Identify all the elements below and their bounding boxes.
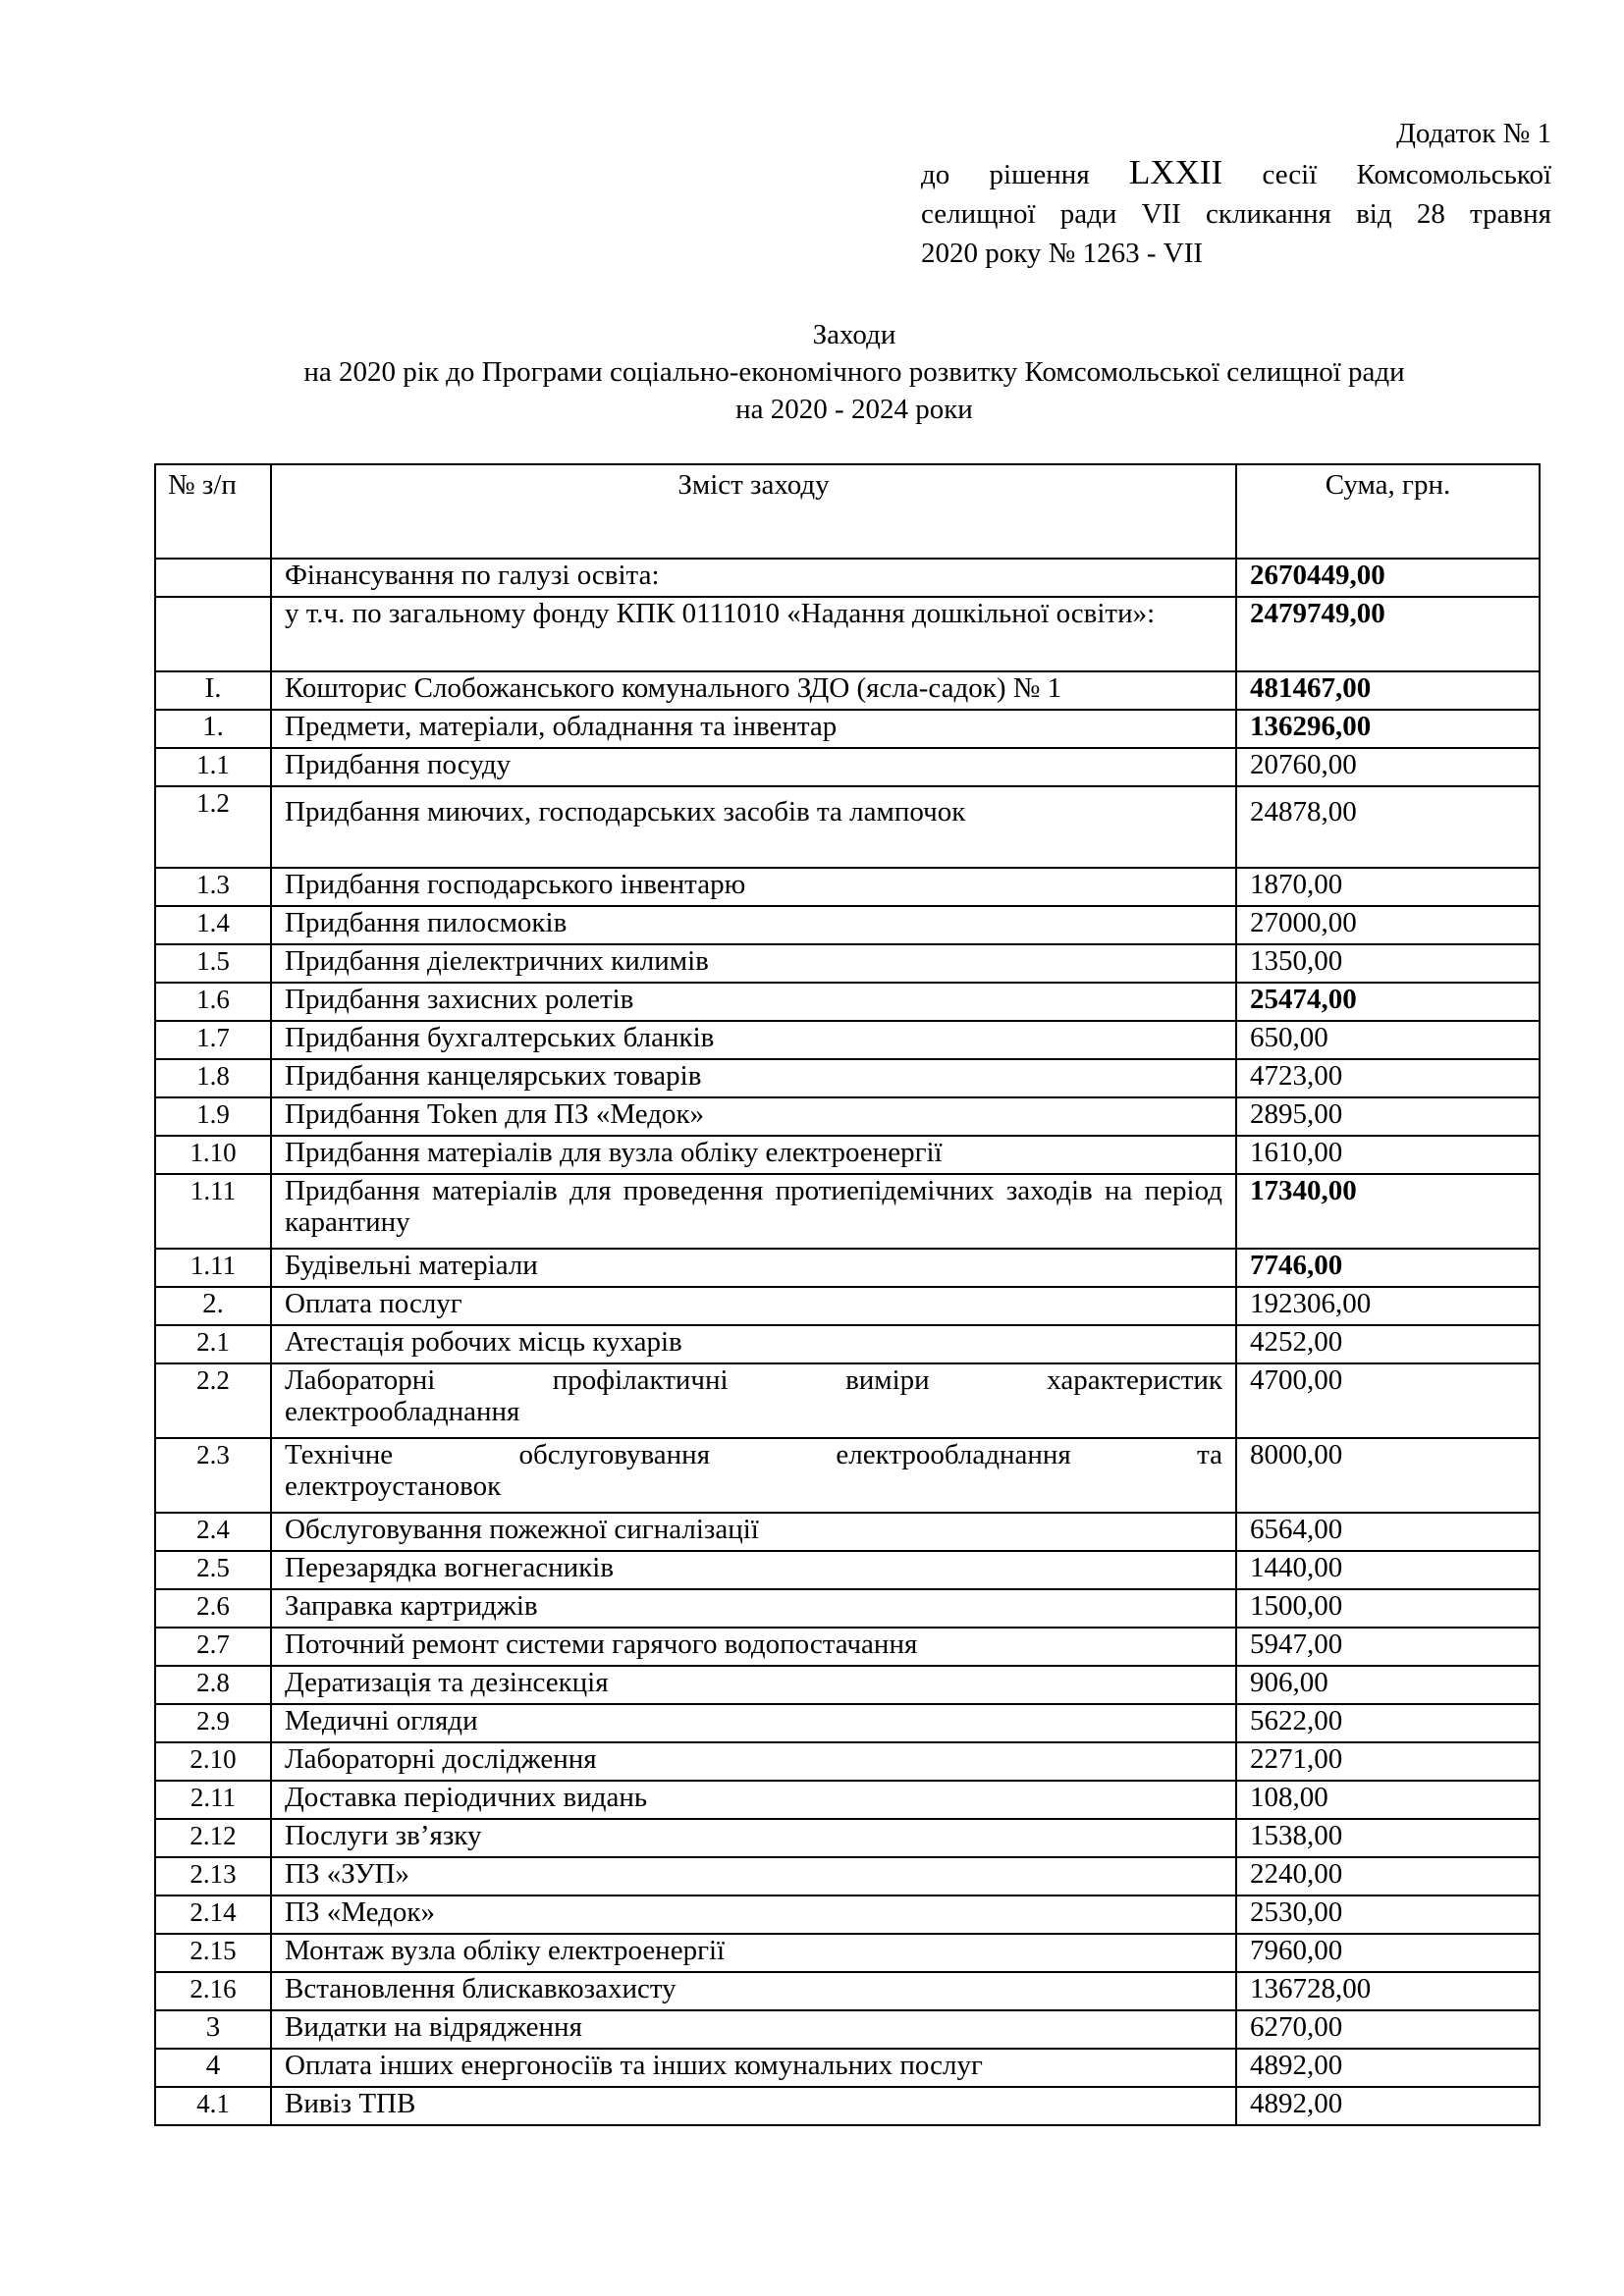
row-content	[271, 1438, 1236, 1513]
table-row	[155, 1363, 1540, 1438]
row-sum: 906,00	[1236, 1666, 1540, 1704]
row-content: Перезарядка вогнегасників	[271, 1551, 1236, 1589]
row-content	[271, 1363, 1236, 1438]
table-row	[155, 1059, 1540, 1097]
row-content: Придбання матеріалів для проведення протиепідемічних заходів на період карантину	[271, 1174, 1236, 1249]
table-row	[155, 1666, 1540, 1704]
row-sum: 481467,00	[1236, 671, 1540, 710]
row-content: Лабораторні дослідження	[271, 1742, 1236, 1781]
table-row	[155, 2049, 1540, 2087]
row-number	[155, 597, 271, 671]
row-number: І.	[155, 671, 271, 710]
row-sum: 650,00	[1236, 1021, 1540, 1059]
table-row	[155, 1097, 1540, 1136]
row-content: Медичні огляди	[271, 1704, 1236, 1742]
row-sum: 108,00	[1236, 1781, 1540, 1819]
row-number: 2.10	[155, 1742, 271, 1781]
appendix-block	[921, 114, 1551, 273]
row-sum: 1538,00	[1236, 1819, 1540, 1857]
table-row	[155, 983, 1540, 1021]
table-row	[155, 1287, 1540, 1325]
row-sum: 20760,00	[1236, 748, 1540, 786]
row-number: 1.11	[155, 1249, 271, 1287]
row-sum: 27000,00	[1236, 906, 1540, 944]
row-content: Поточний ремонт системи гарячого водопостачання	[271, 1628, 1236, 1666]
table-row	[155, 1249, 1540, 1287]
heading-period: на 2020 - 2024 роки	[735, 394, 973, 425]
row-sum: 4700,00	[1236, 1363, 1540, 1438]
row-sum: 25474,00	[1236, 983, 1540, 1021]
row-number: 1.6	[155, 983, 271, 1021]
measures-table	[154, 463, 1541, 2126]
table-row	[155, 1781, 1540, 1819]
table-row	[155, 1742, 1540, 1781]
row-content: Атестація робочих місць кухарів	[271, 1325, 1236, 1363]
row-number: 1.	[155, 710, 271, 748]
row-sum: 7746,00	[1236, 1249, 1540, 1287]
row-content: Встановлення блискавкозахисту	[271, 1972, 1236, 2010]
row-sum: 6270,00	[1236, 2010, 1540, 2049]
table-row	[155, 1972, 1540, 2010]
row-content-line2: електроустановок	[285, 1470, 502, 1502]
row-number: 2.3	[155, 1438, 271, 1513]
row-content: Доставка періодичних видань	[271, 1781, 1236, 1819]
row-content: Придбання захисних ролетів	[271, 983, 1236, 1021]
table-row	[155, 1325, 1540, 1363]
row-sum: 5622,00	[1236, 1704, 1540, 1742]
row-number: 3	[155, 2010, 271, 2049]
row-number: 2.9	[155, 1704, 271, 1742]
row-number: 1.5	[155, 944, 271, 983]
row-number	[155, 559, 271, 597]
row-number: 2.14	[155, 1896, 271, 1934]
row-sum: 1870,00	[1236, 868, 1540, 906]
row-number: 2.15	[155, 1934, 271, 1972]
row-number: 4.1	[155, 2087, 271, 2125]
row-sum: 7960,00	[1236, 1934, 1540, 1972]
row-content: Фінансування по галузі освіта:	[271, 559, 1236, 597]
row-number: 2.5	[155, 1551, 271, 1589]
row-number: 1.7	[155, 1021, 271, 1059]
table-row	[155, 868, 1540, 906]
table-row	[155, 1136, 1540, 1174]
row-content: Будівельні матеріали	[271, 1249, 1236, 1287]
row-number: 1.1	[155, 748, 271, 786]
row-content: Кошторис Слобожанського комунального ЗДО (ясла-садок) № 1	[271, 671, 1236, 710]
table-row	[155, 1896, 1540, 1934]
table-row	[155, 786, 1540, 868]
appendix-decision-line1	[921, 153, 1551, 194]
row-content: Видатки на відрядження	[271, 2010, 1236, 2049]
row-number: 4	[155, 2049, 271, 2087]
table-row	[155, 559, 1540, 597]
row-content: Придбання бухгалтерських бланків	[271, 1021, 1236, 1059]
row-content: Оплата послуг	[271, 1287, 1236, 1325]
row-content: Придбання діелектричних килимів	[271, 944, 1236, 983]
row-content: Придбання посуду	[271, 748, 1236, 786]
table-row	[155, 748, 1540, 786]
row-content: Дератизація та дезінсекція	[271, 1666, 1236, 1704]
row-number: 2.11	[155, 1781, 271, 1819]
table-row	[155, 1438, 1540, 1513]
row-number: 1.2	[155, 786, 271, 868]
row-content: ПЗ «Медок»	[271, 1896, 1236, 1934]
row-content: Придбання господарського інвентарю	[271, 868, 1236, 906]
row-content-line1: Лабораторні профілактичні виміри характеристик	[285, 1364, 1222, 1396]
row-content: у т.ч. по загальному фонду КПК 0111010 «Надання дошкільної освіти»:	[271, 597, 1236, 671]
table-row	[155, 1589, 1540, 1628]
row-sum: 2670449,00	[1236, 559, 1540, 597]
row-content: Предмети, матеріали, обладнання та інвентар	[271, 710, 1236, 748]
row-content-line1: Технічне обслуговування електрообладнання та	[285, 1439, 1222, 1470]
row-sum: 1350,00	[1236, 944, 1540, 983]
row-sum: 136728,00	[1236, 1972, 1540, 2010]
table-row	[155, 1174, 1540, 1249]
row-number: 2.16	[155, 1972, 271, 2010]
row-number: 2.2	[155, 1363, 271, 1438]
table-row	[155, 1704, 1540, 1742]
row-content: Придбання матеріалів для вузла обліку електроенергії	[271, 1136, 1236, 1174]
row-sum: 4723,00	[1236, 1059, 1540, 1097]
row-number: 2.8	[155, 1666, 271, 1704]
table-row	[155, 710, 1540, 748]
appendix-number: Додаток № 1	[1396, 118, 1551, 149]
header-content: Зміст заходу	[271, 464, 1236, 559]
session-roman-number: LXXII	[1128, 153, 1223, 191]
header-sum: Сума, грн.	[1236, 464, 1540, 559]
row-sum: 4892,00	[1236, 2087, 1540, 2125]
row-sum: 2271,00	[1236, 1742, 1540, 1781]
row-content: Оплата інших енергоносіїв та інших комунальних послуг	[271, 2049, 1236, 2087]
table-row	[155, 2010, 1540, 2049]
table-row	[155, 671, 1540, 710]
row-sum: 192306,00	[1236, 1287, 1540, 1325]
row-number: 1.11	[155, 1174, 271, 1249]
row-number: 1.9	[155, 1097, 271, 1136]
table-row	[155, 1513, 1540, 1551]
heading-subtitle: на 2020 рік до Програми соціально-економічного розвитку Комсомольської селищної ради	[303, 356, 1405, 388]
appendix-decision-line3: 2020 року № 1263 - VII	[921, 238, 1204, 269]
heading-title: Заходи	[812, 319, 896, 350]
table-row	[155, 1551, 1540, 1589]
row-sum: 2479749,00	[1236, 597, 1540, 671]
table-header-row	[155, 464, 1540, 559]
decision-rest: сесії Комсомольської	[1262, 159, 1552, 190]
table-row	[155, 1628, 1540, 1666]
row-number: 2.13	[155, 1857, 271, 1896]
table-row	[155, 1934, 1540, 1972]
row-content: ПЗ «ЗУП»	[271, 1857, 1236, 1896]
row-sum: 1440,00	[1236, 1551, 1540, 1589]
table-row	[155, 1857, 1540, 1896]
table-row	[155, 2087, 1540, 2125]
row-content: Послуги зв’язку	[271, 1819, 1236, 1857]
table-row	[155, 597, 1540, 671]
row-sum: 8000,00	[1236, 1438, 1540, 1513]
table-row	[155, 1021, 1540, 1059]
row-number: 2.4	[155, 1513, 271, 1551]
row-number: 1.4	[155, 906, 271, 944]
row-content: Придбання канцелярських товарів	[271, 1059, 1236, 1097]
row-content: Придбання Token для ПЗ «Медок»	[271, 1097, 1236, 1136]
row-sum: 1610,00	[1236, 1136, 1540, 1174]
row-number: 2.	[155, 1287, 271, 1325]
table-row	[155, 1819, 1540, 1857]
row-sum: 1500,00	[1236, 1589, 1540, 1628]
document-heading	[157, 316, 1551, 428]
row-sum: 4252,00	[1236, 1325, 1540, 1363]
row-sum: 24878,00	[1236, 786, 1540, 868]
row-content: Вивіз ТПВ	[271, 2087, 1236, 2125]
table-row	[155, 944, 1540, 983]
row-number: 2.7	[155, 1628, 271, 1666]
row-content: Монтаж вузла обліку електроенергії	[271, 1934, 1236, 1972]
row-number: 2.1	[155, 1325, 271, 1363]
row-number: 2.12	[155, 1819, 271, 1857]
row-sum: 17340,00	[1236, 1174, 1540, 1249]
row-content: Придбання миючих, господарських засобів та лампочок	[271, 786, 1236, 868]
row-sum: 2895,00	[1236, 1097, 1540, 1136]
row-sum: 2240,00	[1236, 1857, 1540, 1896]
row-sum: 6564,00	[1236, 1513, 1540, 1551]
row-number: 2.6	[155, 1589, 271, 1628]
appendix-decision-line2: селищної ради VII скликання від 28 травня	[921, 198, 1551, 230]
row-sum: 4892,00	[1236, 2049, 1540, 2087]
row-content-line2: електрообладнання	[285, 1396, 520, 1427]
row-number: 1.10	[155, 1136, 271, 1174]
row-content: Придбання пилосмоків	[271, 906, 1236, 944]
row-number: 1.3	[155, 868, 271, 906]
row-content: Обслуговування пожежної сигналізації	[271, 1513, 1236, 1551]
row-content: Заправка картриджів	[271, 1589, 1236, 1628]
decision-prefix: до рішення	[921, 159, 1090, 190]
table-row	[155, 906, 1540, 944]
row-sum: 2530,00	[1236, 1896, 1540, 1934]
row-sum: 5947,00	[1236, 1628, 1540, 1666]
row-number: 1.8	[155, 1059, 271, 1097]
row-sum: 136296,00	[1236, 710, 1540, 748]
header-num: № з/п	[155, 464, 271, 559]
